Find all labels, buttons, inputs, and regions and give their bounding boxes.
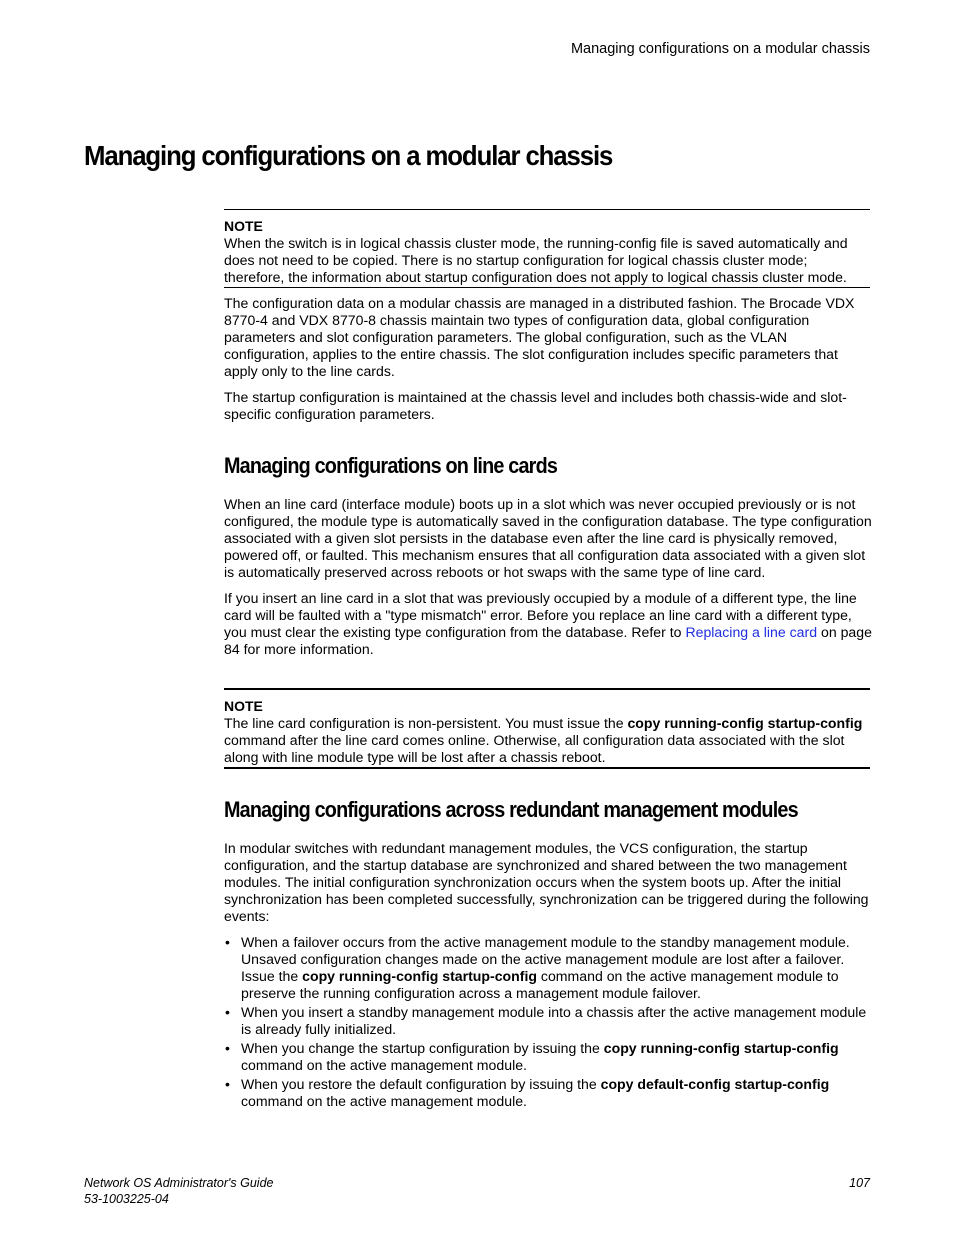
section-heading-redundant-modules: Managing configurations across redundant management modules xyxy=(224,797,798,822)
footer-doc-title: Network OS Administrator's Guide xyxy=(84,1176,274,1190)
bullet-text: When you change the startup configuration by issuing the xyxy=(241,1040,604,1056)
command-text: copy default-config startup-config xyxy=(600,1076,830,1092)
redundant-paragraph-1: In modular switches with redundant management modules, the VCS configuration, the startup configuration, and the startup database are synchronized and shared between the two management modules. The initial configuration synchronization occurs when the system boots up. After the initial synchronization has been completed successfully, synchronization can be triggered during the following events: xyxy=(224,840,869,924)
page-title: Managing configurations on a modular chassis xyxy=(84,140,613,171)
line-cards-paragraph-1: When an line card (interface module) boots up in a slot which was never occupied previously or is not configured, the module type is automatically saved in the configuration database. The type configuration associated with a given slot persists in the database even after the line card is physically removed, powered off, or faulted. This mechanism ensures that all configuration data associated with a given slot is automatically preserved across reboots or hot swaps with the same type of line card. xyxy=(224,496,872,580)
bullet-marker: • xyxy=(225,1076,230,1092)
bullet-marker: • xyxy=(225,1040,230,1056)
note-text-part: The line card configuration is non-persistent. You must issue the xyxy=(224,715,628,731)
bullet-item xyxy=(224,1076,872,1110)
section-heading-line-cards: Managing configurations on line cards xyxy=(224,453,558,478)
bullet-text: command on the active management module. xyxy=(241,1057,527,1073)
paragraph-text: on page 84 for more information. xyxy=(224,624,872,657)
bullet-item xyxy=(224,934,872,1002)
intro-paragraph-2: The startup configuration is maintained at the chassis level and includes both chassis-wide and slot-specific configuration parameters. xyxy=(224,389,847,422)
footer-left xyxy=(84,1175,273,1207)
note-box-non-persistent xyxy=(224,688,870,769)
line-cards-paragraph-2 xyxy=(224,590,872,658)
note-box-logical-chassis xyxy=(224,209,870,288)
command-text: copy running-config startup-config xyxy=(627,715,863,731)
footer-page-number: 107 xyxy=(849,1176,870,1190)
note-label: NOTE xyxy=(224,218,263,234)
intro-paragraph-1: The configuration data on a modular chassis are managed in a distributed fashion. The Brocade VDX 8770-4 and VDX 8770-8 chassis maintain two types of configuration data, global configuration parameters and slot configuration parameters. The global configuration, such as the VLAN configuration, applies to the entire chassis. The slot configuration includes specific parameters that apply only to the line cards. xyxy=(224,295,855,379)
command-text: copy running-config startup-config xyxy=(302,968,537,984)
note-label: NOTE xyxy=(224,698,263,714)
note-text: When the switch is in logical chassis cluster mode, the running-config file is saved automatically and does not need to be copied. There is no startup configuration for logical chassis cluster mode; therefore, the information about startup configuration does not apply to logical chassis cluster mode. xyxy=(224,235,848,285)
running-header: Managing configurations on a modular chassis xyxy=(570,41,870,57)
bullet-item xyxy=(224,1040,872,1074)
bullet-text: When a failover occurs from the active management module to the standby management module. Unsaved configuration changes made on the active management module are lost after a failover. Issue the xyxy=(241,934,850,984)
bullet-text: command on the active management module. xyxy=(241,1093,527,1109)
bullet-text: When you insert a standby management module into a chassis after the active management module is already fully initialized. xyxy=(241,1004,867,1037)
bullet-text: When you restore the default configuration by issuing the xyxy=(241,1076,601,1092)
bullet-text: command on the active management module to preserve the running configuration across a management module failover. xyxy=(241,968,839,1001)
paragraph-text: If you insert an line card in a slot that was previously occupied by a module of a different type, the line card will be faulted with a "type mismatch" error. Before you replace an line card with a different type, you must clear the existing type configuration from the database. Refer to xyxy=(224,590,857,640)
note-text-part: command after the line card comes online. Otherwise, all configuration data associated with the slot along with line module type will be lost after a chassis reboot. xyxy=(224,732,845,765)
bullet-marker: • xyxy=(225,1004,230,1020)
note-text xyxy=(224,715,870,767)
command-text: copy running-config startup-config xyxy=(603,1040,839,1056)
replacing-line-card-link[interactable]: Replacing a line card xyxy=(685,624,818,640)
bullet-item xyxy=(224,1004,872,1038)
footer-doc-number: 53-1003225-04 xyxy=(84,1192,169,1206)
bullet-marker: • xyxy=(225,934,230,950)
event-bullet-list xyxy=(224,934,872,1112)
